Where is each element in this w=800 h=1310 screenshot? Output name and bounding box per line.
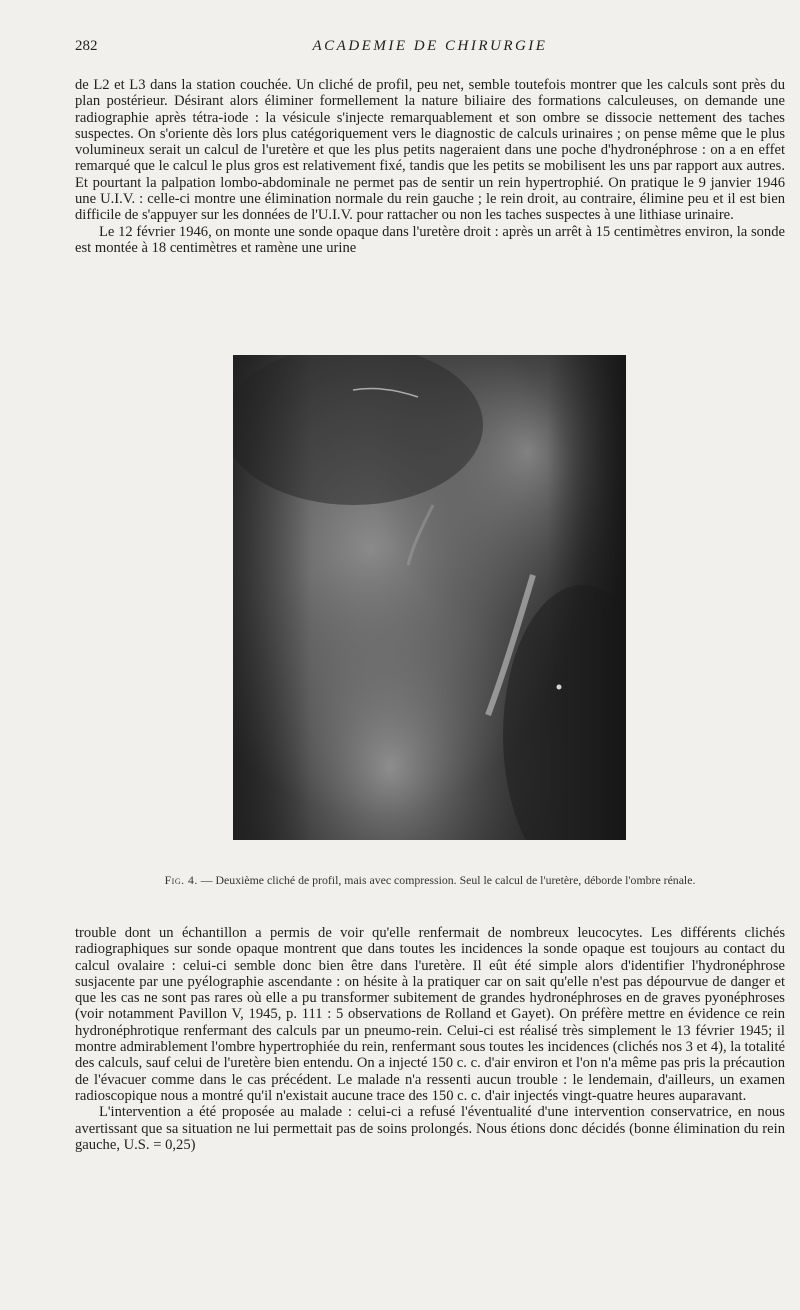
paragraph: trouble dont un échantillon a permis de voir qu'elle renfermait de nombreux leucocytes. Les différents clichés radiographiques sur sonde opaque montrent que dans toutes les incidences la sonde opaque est toujours au contact du calcul ovalaire : celui-ci semble donc bien être dans l'uretère. Il eût été simple alors d'identifier l'hydronéphrose susjacente par une pyélographie ascendante : on hésite à la pratiquer car on sait qu'elle n'est pas dépourvue de danger et que les cas ne sont pas rares où elle a pu transformer subitement de grandes hydronéphroses en de graves pyonéphroses (voir notamment Pavillon V, 1945, p. 111 : 5 observations de Rolland et Gayet). On préfère mettre en évidence ce rein hydronéphrotique renfermant des calculs par un pneumo-rein. Celui-ci est réalisé très simplement le 13 février 1945; il montre admirablement l'ombre hypertrophiée du rein, renfermant sous toutes les incidences (clichés nos 3 et 4), la totalité des calculs, sauf celui de l'uretère bien entendu. On a injecté 150 c. c. d'air environ et l'on n'a même pas pris la précaution de l'évacuer comme dans le cas précédent. Le malade n'a ressenti aucun trouble : le lendemain, d'ailleurs, un examen radioscopique nous a montré qu'il n'existait aucune trace des 150 c. c. d'air injectés vingt-quatre heures auparavant. [75, 925, 785, 1104]
figure-caption [100, 873, 760, 887]
radiograph-figure [233, 355, 626, 840]
figure-label: Fig. 4. [164, 873, 198, 887]
paragraph: Le 12 février 1946, on monte une sonde opaque dans l'uretère droit : après un arrêt à 15 centimètres environ, la sonde est montée à 18 centimètres et ramène une urine [75, 223, 785, 256]
radiograph-image [233, 355, 626, 840]
paragraph: L'intervention a été proposée au malade : celui-ci a refusé l'éventualité d'une intervention conservatrice, en nous avertissant que sa situation ne lui permettait pas de soins prolongés. Nous étions donc décidés (bonne élimination du rein gauche, U.S. = 0,25) [75, 1104, 785, 1153]
page-header [75, 38, 785, 60]
page-number: 282 [75, 38, 98, 54]
body-text-bottom [75, 925, 785, 1153]
body-text-top [75, 77, 785, 256]
paragraph: de L2 et L3 dans la station couchée. Un cliché de profil, peu net, semble toutefois montrer que les calculs sont près du plan postérieur. Désirant alors éliminer formellement la nature biliaire des formations calculeuses, on demande une radiographie après tétra-iode : la vésicule s'injecte remarquablement et son ombre se dissocie nettement des taches suspectes. On s'oriente dès lors plus catégoriquement vers le diagnostic de calculs urinaires ; on pense même que le plus volumineux serait un calcul de l'uretère et que les plus petits nageraient dans une poche d'hydronéphrose : on a en effet remarqué que le calcul le plus gros est relativement fixé, tandis que les petits se mobilisent les uns par rapport aux autres. Et pourtant la palpation lombo-abdominale ne permet pas de sentir un rein hypertrophié. On pratique le 9 janvier 1946 une U.I.V. : celle-ci montre une élimination normale du rein gauche ; le rein droit, au contraire, élimine peu et il est bien difficile de s'appuyer sur les données de l'U.I.V. pour rattacher ou non les taches suspectes à une lithiase urinaire. [75, 77, 785, 224]
running-title: ACADEMIE DE CHIRURGIE [312, 38, 548, 54]
caption-text: — Deuxième cliché de profil, mais avec compression. Seul le calcul de l'uretère, déborde l'ombre rénale. [197, 873, 696, 887]
